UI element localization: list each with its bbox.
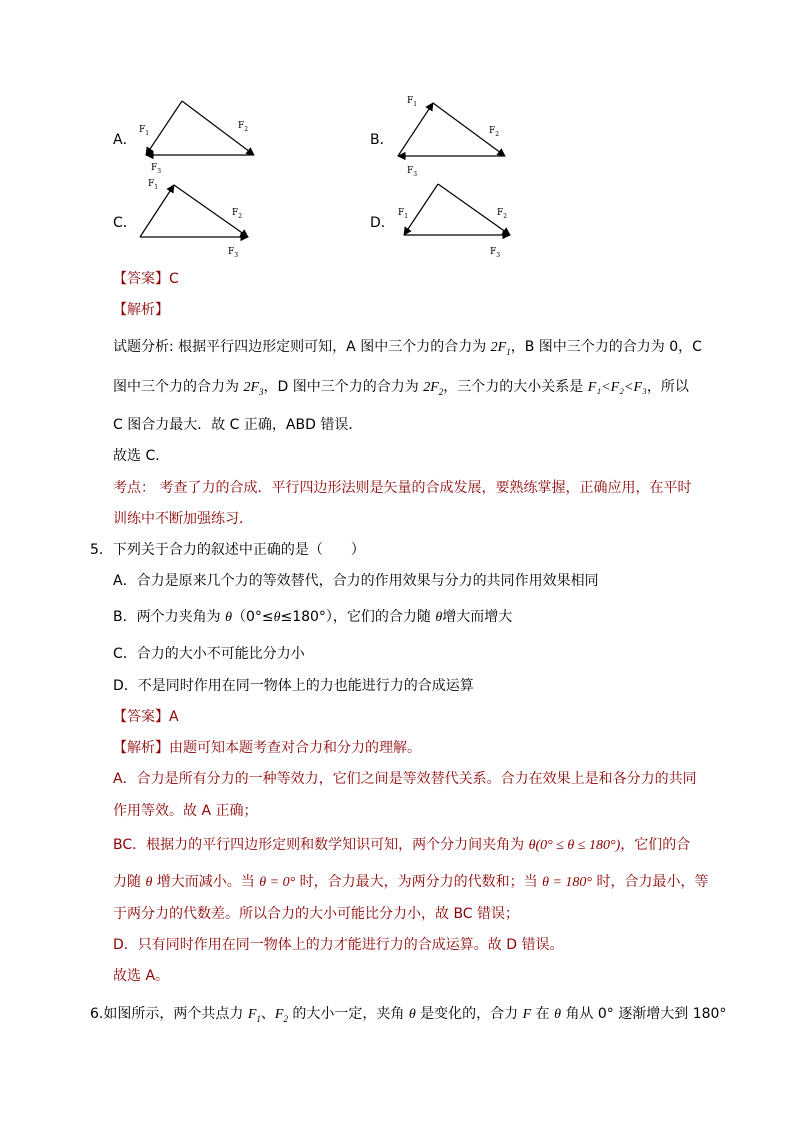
q5-answer-tag: 【答案】A — [113, 709, 179, 725]
figure-d-label-f3: $F_3$ — [490, 247, 501, 259]
q5-analysis-line-6: D．只有同时作用在同一物体上的力才能进行力的合成运算。故 D 错误。 — [113, 937, 564, 953]
figure-c-option: C． — [113, 215, 137, 231]
q4-analysis-line-2: 图中三个力的合力为 $2F_3$，D 图中三个力的合力为 $2F_2$，三个力的大小关系是 F₁<F₂<F₃，所以 — [113, 379, 689, 397]
q4-choose: 故选 C． — [113, 448, 170, 464]
figure-b-label-f3: $F_3$ — [407, 166, 418, 178]
q5-option-c: C．合力的大小不可能比分力小 — [113, 646, 305, 662]
figure-c-label-f3: $F_3$ — [228, 247, 239, 259]
q5-option-b: B．两个力夹角为 θ（0°≤θ≤180°），它们的合力随 θ增大而增大 — [113, 609, 513, 625]
figure-b-label-f2: $F_2$ — [489, 126, 500, 138]
q5-stem: 5．下列关于合力的叙述中正确的是（ ） — [90, 542, 365, 558]
figure-a-option: A． — [113, 132, 137, 148]
figure-d-option: D． — [370, 215, 395, 231]
q4-kaodian-line-2: 训练中不断加强练习． — [113, 511, 253, 527]
q4-analysis-line-3: C 图合力最大．故 C 正确，ABD 错误． — [113, 417, 363, 433]
q5-option-d: D．不是同时作用在同一物体上的力也能进行力的合成运算 — [113, 678, 474, 694]
q5-analysis-line-2: 作用等效。故 A 正确； — [113, 803, 258, 819]
figure-c-label-f1: $F_1$ — [148, 179, 159, 191]
q4-analysis-tag: 【解析】 — [113, 302, 169, 318]
figure-b-label-f1: $F_1$ — [407, 96, 418, 108]
q5-choose: 故选 A。 — [113, 968, 170, 984]
q5-analysis-line-3: BC．根据力的平行四边形定则和数学知识可知，两个分力间夹角为 θ(0° ≤ θ ≤ 180°)，它们的合 — [113, 837, 691, 853]
q5-analysis-intro: 【解析】由题可知本题考查对合力和分力的理解。 — [113, 740, 421, 756]
figure-b-option: B． — [370, 132, 394, 148]
q5-option-a: A．合力是原来几个力的等效替代，合力的作用效果与分力的共同作用效果相同 — [113, 573, 599, 589]
figure-a-label-f2: $F_2$ — [238, 121, 249, 133]
figure-c-label-f2: $F_2$ — [232, 208, 243, 220]
q6-stem: 6.如图所示，两个共点力 $F_1$、$F_2$ 的大小一定，夹角 θ 是变化的，合力 F 在 θ 角从 0° 逐渐增大到 180° — [90, 1006, 727, 1024]
q4-answer-tag: 【答案】C — [113, 271, 179, 287]
figure-a-label-f1: $F_1$ — [139, 125, 150, 137]
q5-analysis-line-5: 于两分力的代数差。所以合力的大小可能比分力小，故 BC 错误； — [113, 906, 520, 922]
q5-analysis-line-4: 力随 θ 增大而减小。当 θ = 0° 时，合力最大，为两分力的代数和；当 θ = 180° 时，合力最小，等 — [113, 874, 709, 890]
figure-a-label-f3: $F_3$ — [151, 163, 162, 175]
figure-d-label-f2: $F_2$ — [497, 208, 508, 220]
q4-analysis-line-1: 试题分析: 根据平行四边形定则可知，A 图中三个力的合力为 $2F_1$，B 图中三个力的合力为 0，C — [113, 339, 702, 357]
figure-d-triangle — [404, 184, 510, 235]
q5-analysis-line-1: A．合力是所有分力的一种等效力，它们之间是等效替代关系。合力在效果上是和各分力的共同 — [113, 771, 697, 787]
q4-kaodian-line-1: 考点： 考查了力的合成．平行四边形法则是矢量的合成发展，要熟练掌握，正确应用，在平时 — [113, 480, 692, 496]
figure-d-label-f1: $F_1$ — [398, 208, 409, 220]
